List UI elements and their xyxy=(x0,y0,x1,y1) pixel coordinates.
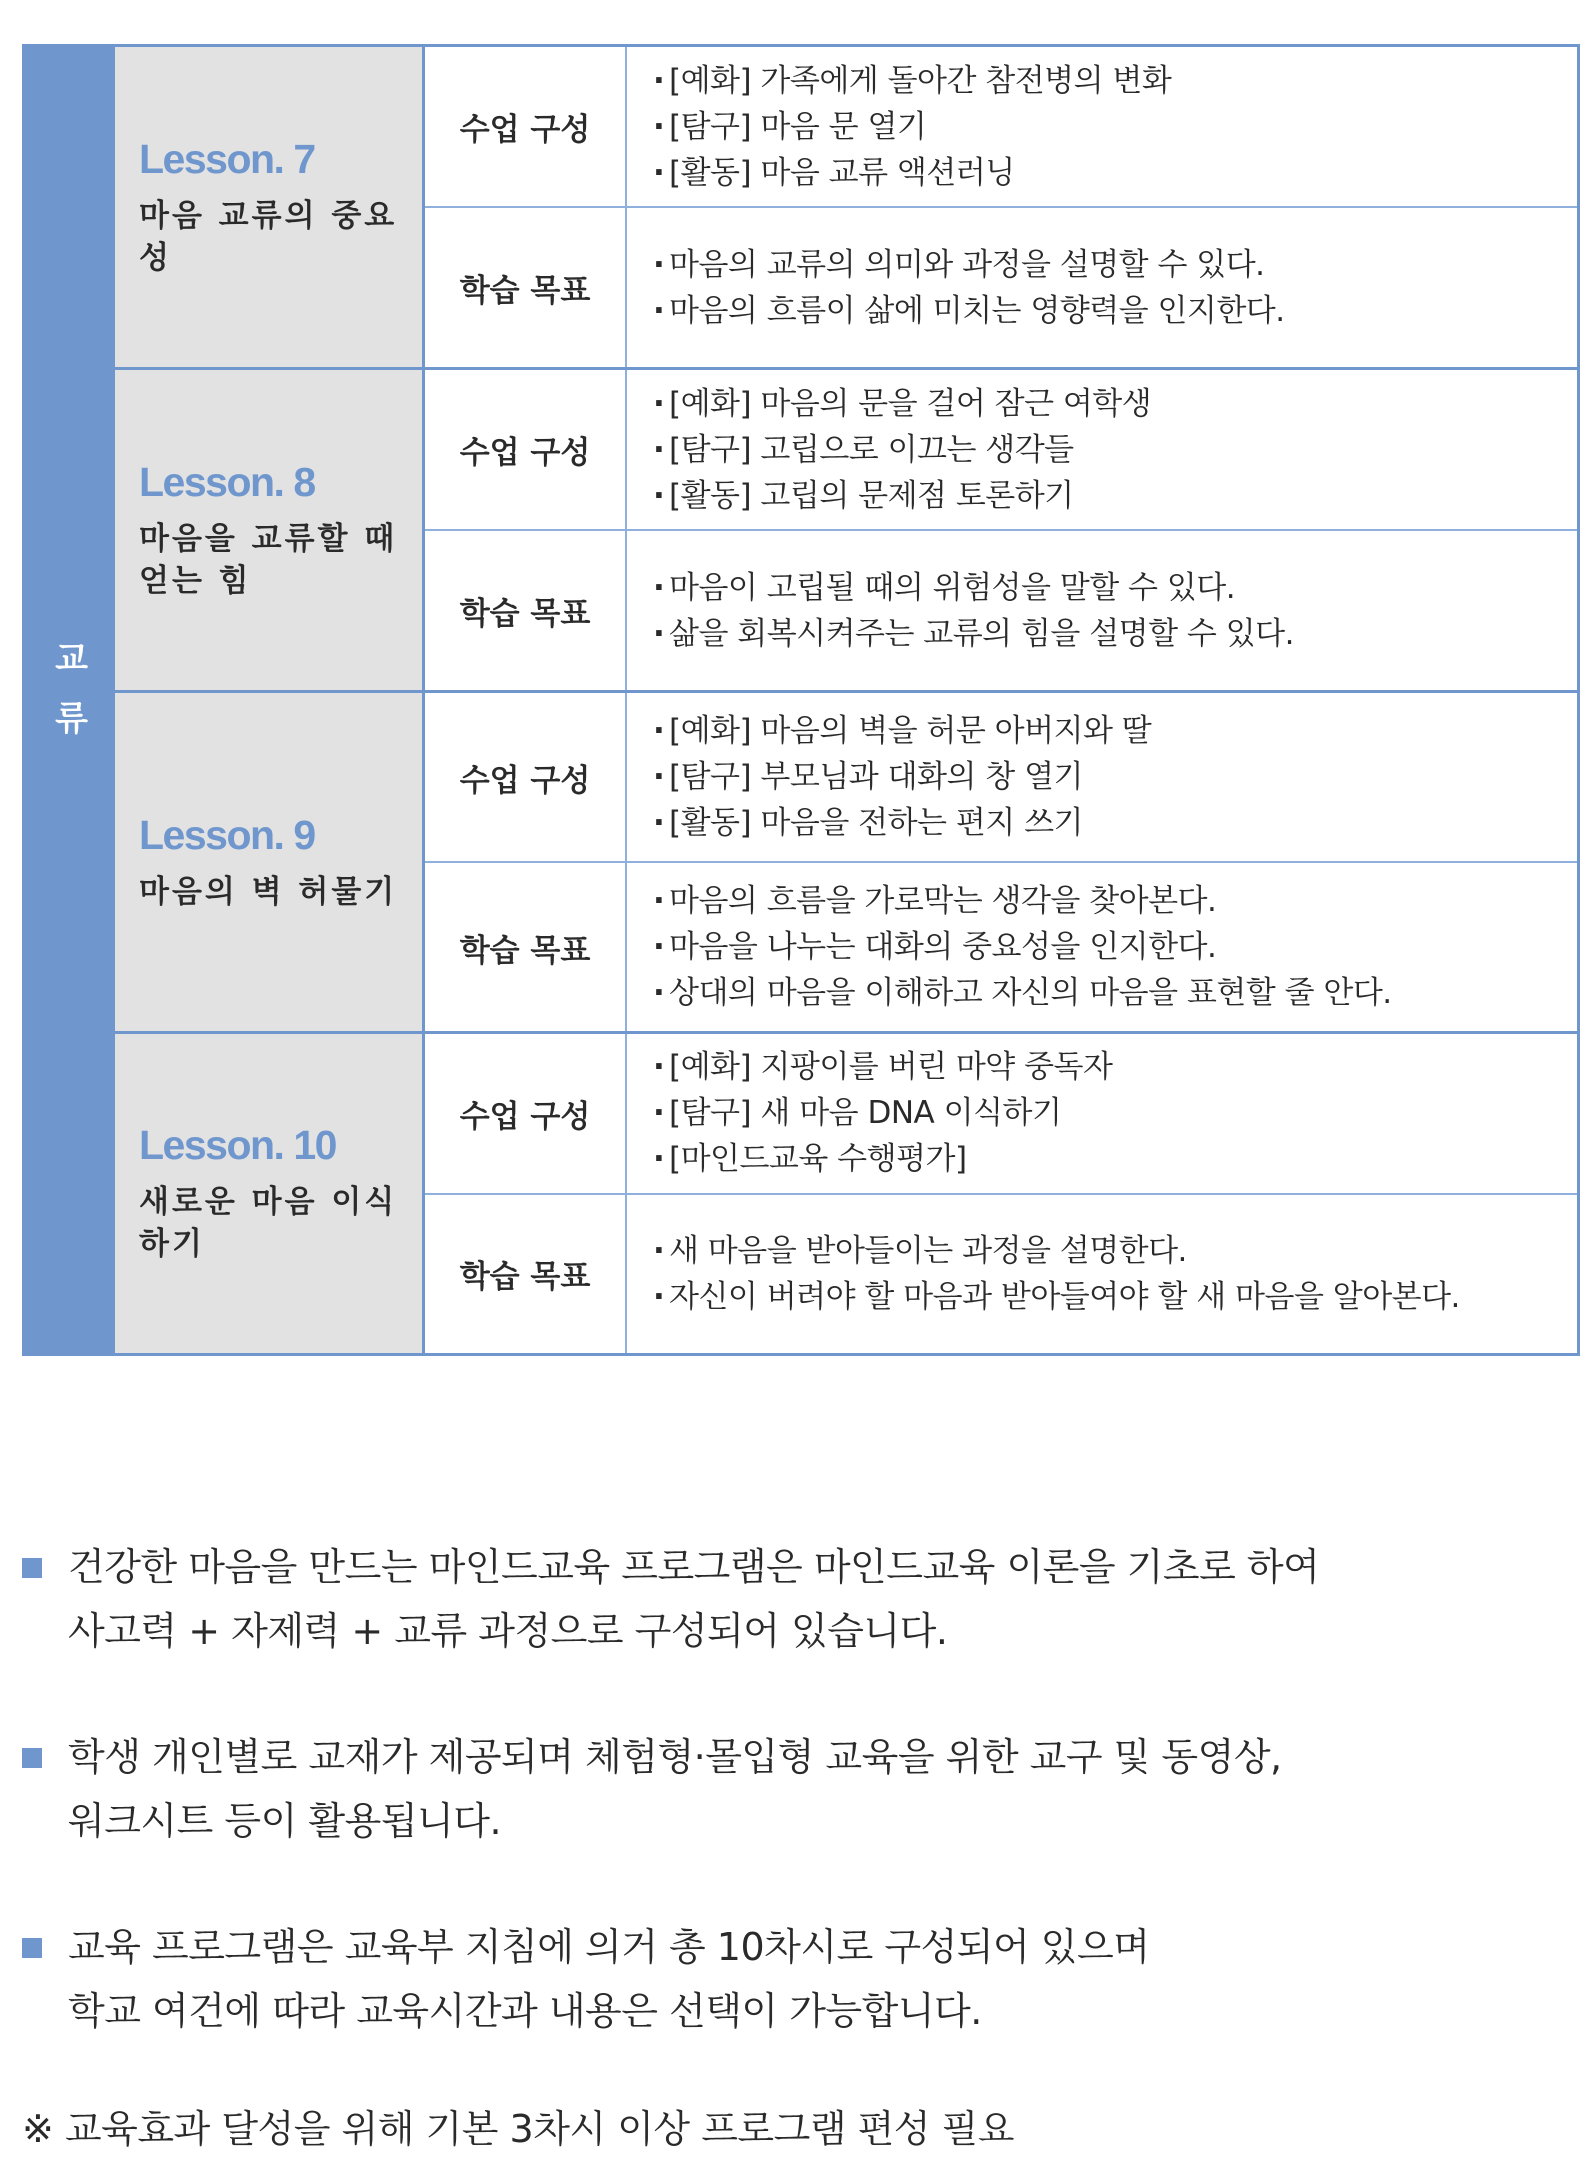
list-item: · [활동] 마음을 전하는 편지 쓰기 xyxy=(653,800,1577,846)
list-item: · [탐구] 새 마음 DNA 이식하기 xyxy=(653,1090,1577,1136)
structure-list xyxy=(627,1034,1577,1193)
list-item: · 상대의 마음을 이해하고 자신의 마음을 표현할 줄 안다. xyxy=(653,970,1577,1016)
note-item xyxy=(22,1535,1562,1663)
list-item: · 마음의 교류의 의미와 과정을 설명할 수 있다. xyxy=(653,242,1577,288)
lesson-number: Lesson. 7 xyxy=(139,135,315,182)
goals-label: 학습 목표 xyxy=(425,531,627,690)
square-bullet-icon xyxy=(22,1938,42,1958)
list-item: · [마인드교육 수행평가] xyxy=(653,1136,1577,1182)
note-line: 건강한 마음을 만드는 마인드교육 프로그램은 마인드교육 이론을 기초로 하여 xyxy=(68,1545,1320,1589)
list-item: · [활동] 마음 교류 액션러닝 xyxy=(653,150,1577,196)
list-item: · 마음의 흐름을 가로막는 생각을 찾아본다. xyxy=(653,878,1577,924)
list-item: · 자신이 버려야 할 마음과 받아들여야 할 새 마음을 알아본다. xyxy=(653,1274,1577,1320)
lessons-list xyxy=(115,47,1577,1353)
category-label: 교류 xyxy=(48,640,88,760)
structure-row xyxy=(425,47,1577,206)
square-bullet-icon xyxy=(22,1748,42,1768)
list-item: · [예화] 지팡이를 버린 마약 중독자 xyxy=(653,1044,1577,1090)
structure-list xyxy=(627,47,1577,206)
list-item: · 마음의 흐름이 삶에 미치는 영향력을 인지한다. xyxy=(653,288,1577,334)
lesson-title-cell xyxy=(115,47,425,367)
square-bullet-icon xyxy=(22,1558,42,1578)
goals-list xyxy=(627,1195,1577,1354)
list-item: · [탐구] 마음 문 열기 xyxy=(653,104,1577,150)
structure-list xyxy=(627,693,1577,861)
lesson-title: 마음을 교류할 때 얻는 힘 xyxy=(139,520,398,599)
note-line: 학생 개인별로 교재가 제공되며 체험형·몰입형 교육을 위한 교구 및 동영상, xyxy=(68,1735,1282,1779)
lesson-block xyxy=(115,1034,1577,1353)
structure-label: 수업 구성 xyxy=(425,370,627,529)
list-item: · 마음을 나누는 대화의 중요성을 인지한다. xyxy=(653,924,1577,970)
list-item: · 삶을 회복시켜주는 교류의 힘을 설명할 수 있다. xyxy=(653,611,1577,657)
goals-label: 학습 목표 xyxy=(425,1195,627,1354)
goals-label: 학습 목표 xyxy=(425,208,627,367)
notes-section xyxy=(22,1535,1562,2105)
lesson-title: 새로운 마음 이식하기 xyxy=(139,1184,398,1262)
goals-row xyxy=(425,861,1577,1031)
list-item: · [예화] 가족에게 돌아간 참전병의 변화 xyxy=(653,58,1577,104)
goals-list xyxy=(627,531,1577,690)
structure-row xyxy=(425,693,1577,861)
lesson-block xyxy=(115,47,1577,370)
lesson-title-cell xyxy=(115,370,425,690)
lesson-rows xyxy=(425,370,1577,690)
goals-row xyxy=(425,206,1577,367)
lesson-rows xyxy=(425,693,1577,1031)
goals-list xyxy=(627,208,1577,367)
goals-row xyxy=(425,1193,1577,1354)
lesson-title: 마음 교류의 중요성 xyxy=(139,197,398,276)
note-line: 워크시트 등이 활용됩니다. xyxy=(68,1799,502,1843)
note-item xyxy=(22,1725,1562,1853)
list-item: · [활동] 고립의 문제점 토론하기 xyxy=(653,473,1577,519)
note-line: 학교 여건에 따라 교육시간과 내용은 선택이 가능합니다. xyxy=(68,1989,982,2033)
lesson-number: Lesson. 8 xyxy=(139,458,315,505)
lesson-block xyxy=(115,693,1577,1034)
lesson-rows xyxy=(425,47,1577,367)
note-line: 사고력 + 자제력 + 교류 과정으로 구성되어 있습니다. xyxy=(68,1609,948,1653)
lesson-title-cell xyxy=(115,693,425,1031)
lesson-title-cell xyxy=(115,1034,425,1353)
structure-label: 수업 구성 xyxy=(425,693,627,861)
curriculum-table xyxy=(22,44,1580,1356)
structure-label: 수업 구성 xyxy=(425,1034,627,1193)
lesson-block xyxy=(115,370,1577,693)
lesson-rows xyxy=(425,1034,1577,1353)
lesson-number: Lesson. 9 xyxy=(139,811,315,858)
list-item: · 마음이 고립될 때의 위험성을 말할 수 있다. xyxy=(653,565,1577,611)
list-item: · 새 마음을 받아들이는 과정을 설명한다. xyxy=(653,1228,1577,1274)
lesson-number: Lesson. 10 xyxy=(139,1122,336,1168)
goals-row xyxy=(425,529,1577,690)
goals-label: 학습 목표 xyxy=(425,863,627,1031)
footnote: ※ 교육효과 달성을 위해 기본 3차시 이상 프로그램 편성 필요 xyxy=(22,2107,1015,2151)
lesson-title: 마음의 벽 허물기 xyxy=(139,873,398,910)
list-item: · [탐구] 부모님과 대화의 창 열기 xyxy=(653,754,1577,800)
structure-row xyxy=(425,1034,1577,1193)
structure-list xyxy=(627,370,1577,529)
list-item: · [예화] 마음의 문을 걸어 잠근 여학생 xyxy=(653,381,1577,427)
goals-list xyxy=(627,863,1577,1031)
structure-row xyxy=(425,370,1577,529)
list-item: · [예화] 마음의 벽을 허문 아버지와 딸 xyxy=(653,708,1577,754)
note-item xyxy=(22,1915,1562,2043)
list-item: · [탐구] 고립으로 이끄는 생각들 xyxy=(653,427,1577,473)
category-bar xyxy=(22,47,115,1353)
note-line: 교육 프로그램은 교육부 지침에 의거 총 10차시로 구성되어 있으며 xyxy=(68,1925,1150,1969)
structure-label: 수업 구성 xyxy=(425,47,627,206)
